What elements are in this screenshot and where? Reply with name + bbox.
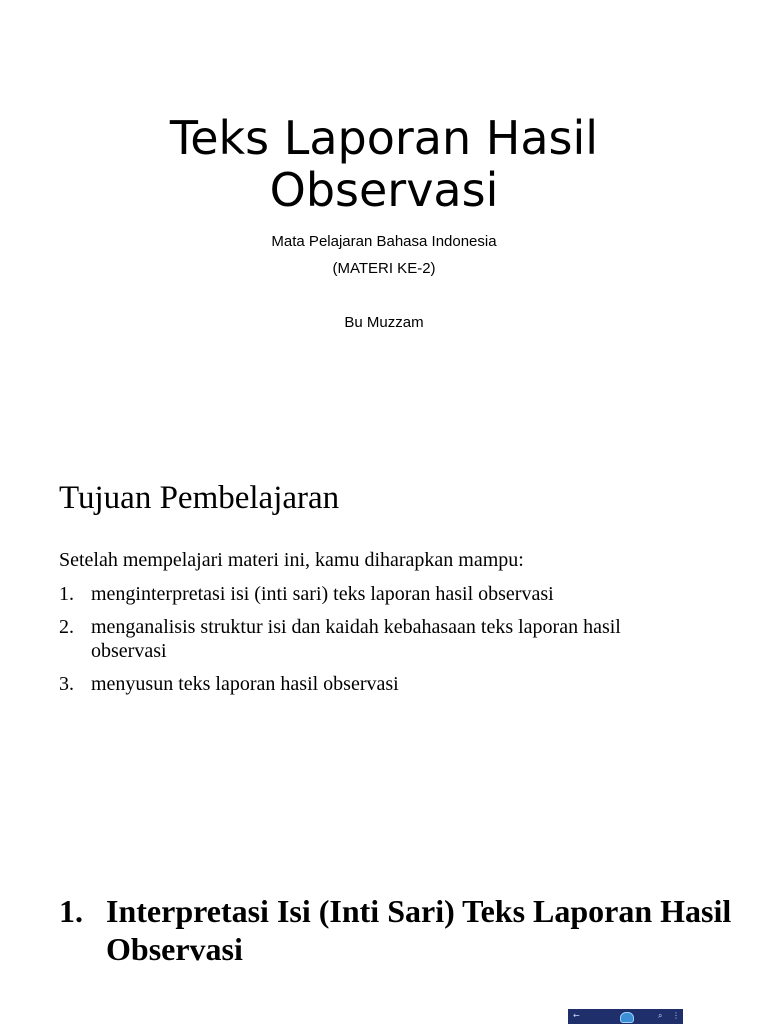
logo-icon	[620, 1012, 634, 1023]
objectives-list	[59, 582, 699, 705]
teacher-label: Bu Muzzam	[344, 314, 424, 331]
slide-objectives	[0, 470, 768, 730]
objectives-intro: Setelah mempelajari materi ini, kamu diharapkan mampu:	[59, 549, 524, 571]
section-title: Interpretasi Isi (Inti Sari) Teks Laporan Hasil Observasi	[106, 893, 732, 967]
subject-label: Mata Pelajaran Bahasa Indonesia	[271, 233, 497, 250]
list-item-number: 3.	[59, 673, 74, 695]
slide-title-heading	[0, 112, 768, 216]
section-number: 1.	[59, 893, 83, 929]
section-heading	[59, 892, 739, 968]
subtitle-spacer	[0, 282, 768, 309]
list-item-number: 2.	[59, 616, 74, 638]
more-vertical-icon[interactable]: ⋮	[672, 1011, 680, 1020]
search-icon[interactable]: ⌕	[658, 1011, 663, 1020]
list-item	[59, 615, 699, 663]
title-line-1: Teks Laporan Hasil	[169, 111, 599, 165]
list-item	[59, 672, 699, 696]
list-item-number: 1.	[59, 583, 74, 605]
slide-subtitle	[0, 228, 768, 336]
list-item-text: menginterpretasi isi (inti sari) teks laporan hasil observasi	[91, 583, 554, 605]
arrow-left-icon[interactable]: ←	[573, 1011, 580, 1020]
title-line-2: Observasi	[269, 163, 499, 217]
list-item	[59, 582, 699, 606]
objectives-heading: Tujuan Pembelajaran	[59, 480, 340, 516]
list-item-text: menyusun teks laporan hasil observasi	[91, 673, 399, 695]
list-item-text: menganalisis struktur isi dan kaidah kebahasaan teks laporan hasil observasi	[91, 616, 621, 662]
slide-section-1	[0, 880, 768, 1024]
embedded-thumbnail[interactable]	[568, 1009, 683, 1024]
material-label: (MATERI KE-2)	[332, 260, 436, 277]
slide-title	[0, 0, 768, 400]
